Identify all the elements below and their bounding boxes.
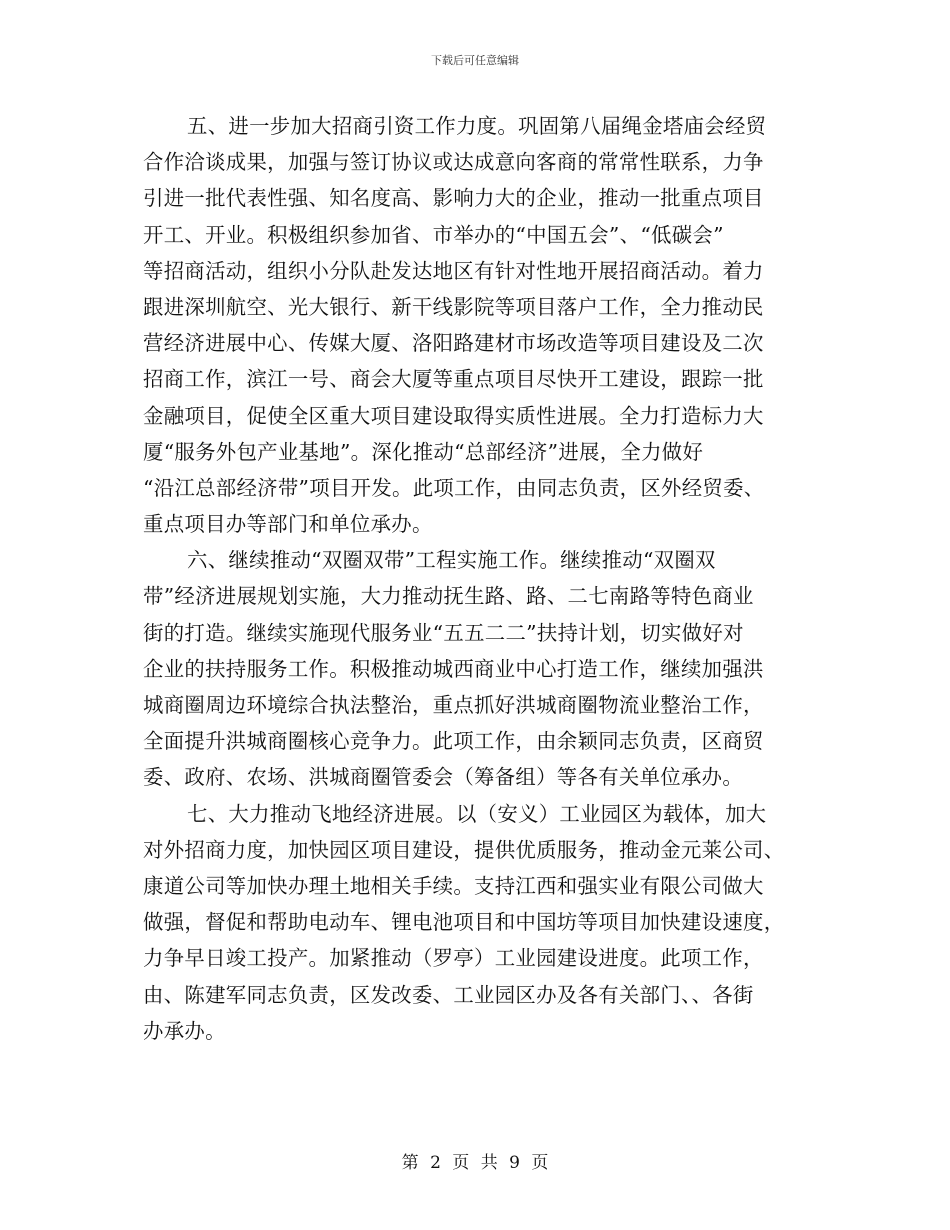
page-header-note: 下载后可任意编辑: [431, 54, 519, 67]
paragraph-line: 对外招商力度，加快园区项目建设，提供优质服务，推动金元莱公司、: [143, 837, 785, 862]
paragraph-line: 等招商活动，组织小分队赴发达地区有针对性地开展招商活动。着力: [143, 258, 764, 283]
paragraph-line: 委、政府、农场、洪城商圈管委会（筹备组）等各有关单位承办。: [143, 765, 744, 790]
paragraph-line: 企业的扶持服务工作。积极推动城西商业中心打造工作，继续加强洪: [143, 656, 764, 681]
paragraph-line: 带”经济进展规划实施，大力推动抚生路、路、二七南路等特色商业: [143, 584, 754, 609]
paragraph-five: [143, 108, 807, 542]
paragraph-line: 力争早日竣工投产。加紧推动（罗亭）工业园建设进度。此项工作，: [143, 946, 764, 971]
paragraph-line: 招商工作，滨江一号、商会大厦等重点项目尽快开工建设，跟踪一批: [143, 367, 764, 392]
paragraph-line: 营经济进展中心、传媒大厦、洛阳路建材市场改造等项目建设及二次: [143, 331, 764, 356]
paragraph-line: 合作洽谈成果，加强与签订协议或达成意向客商的常常性联系，力争: [143, 150, 764, 175]
paragraph-line: 康道公司等加快办理土地相关手续。支持江西和强实业有限公司做大: [143, 873, 764, 898]
document-body: [143, 108, 807, 1049]
paragraph-line: 六、继续推动“双圈双带”工程实施工作。继续推动“双圈双: [187, 548, 716, 573]
paragraph-line: 由、陈建军同志负责，区发改委、工业园区办及各有关部门、、各街: [143, 982, 754, 1007]
page-number-footer: 第 2 页 共 9 页: [401, 1153, 549, 1173]
paragraph-line: 做强，督促和帮助电动车、锂电池项目和中国坊等项目加快建设速度，: [143, 910, 785, 935]
paragraph-line: 金融项目，促使全区重大项目建设取得实质性进展。全力打造标力大: [143, 403, 764, 428]
paragraph-line: 七、大力推动飞地经济进展。以（安义）工业园区为载体，加大: [187, 801, 767, 826]
paragraph-six: [143, 542, 807, 795]
paragraph-line: 跟进深圳航空、光大银行、新干线影院等项目落户工作，全力推动民: [143, 294, 764, 319]
paragraph-seven: [143, 796, 807, 1049]
paragraph-line: 全面提升洪城商圈核心竞争力。此项工作，由余颖同志负责，区商贸: [143, 729, 764, 754]
paragraph-line: 厦“服务外包产业基地”。深化推动“总部经济”进展，全力做好: [143, 439, 704, 464]
paragraph-line: 引进一批代表性强、知名度高、影响力大的企业，推动一批重点项目: [143, 186, 764, 211]
paragraph-line: 五、进一步加大招商引资工作力度。巩固第八届绳金塔庙会经贸: [187, 114, 767, 138]
paragraph-line: 街的打造。继续实施现代服务业“五五二二”扶持计划，切实做好对: [143, 620, 744, 645]
paragraph-line: 办承办。: [143, 1018, 226, 1043]
paragraph-line: 重点项目办等部门和单位承办。: [143, 512, 433, 537]
paragraph-line: “沿江总部经济带”项目开发。此项工作，由同志负责，区外经贸委、: [143, 475, 765, 500]
paragraph-line: 城商圈周边环境综合执法整治，重点抓好洪城商圈物流业整治工作，: [143, 693, 764, 717]
paragraph-line: 开工、开业。积极组织参加省、市举办的“中国五会”、“低碳会”: [143, 222, 724, 247]
